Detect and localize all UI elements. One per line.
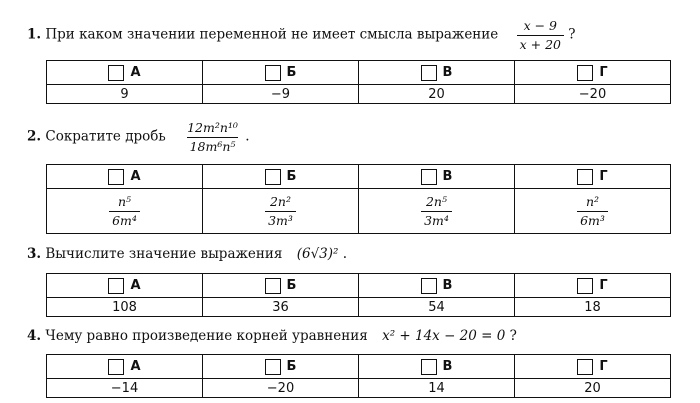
checkbox[interactable] [421,359,437,375]
option-value: −20 [202,379,358,397]
answer-table-4 [46,354,671,398]
question-number: 4. [27,328,42,344]
question-3-text [27,246,347,262]
option-g[interactable] [514,165,670,189]
option-letter: А [130,359,141,374]
option-value [358,189,514,233]
option-value: 108 [112,299,137,315]
fraction-numerator: n² [585,193,600,209]
checkbox[interactable] [108,359,124,375]
question-suffix: . [245,128,250,145]
checkbox[interactable] [108,65,124,81]
option-v[interactable] [358,355,514,379]
option-g[interactable] [514,61,670,85]
option-letter: Г [599,359,608,374]
option-b[interactable] [202,274,358,298]
question-suffix: . [342,246,348,262]
fraction-numerator: n⁵ [117,193,132,209]
fraction-denominator: 6m⁴ [109,211,140,229]
fraction-denominator: 6m³ [577,211,608,229]
question-number: 1. [27,26,42,43]
option-letter: Б [286,278,297,293]
option-letter: Г [599,169,608,184]
answer-table-3 [46,273,671,317]
option-letter: В [442,359,453,374]
option-value: 18 [514,298,670,316]
checkbox[interactable] [265,65,281,81]
option-value: 20 [358,85,514,103]
checkbox[interactable] [577,359,593,375]
checkbox[interactable] [265,359,281,375]
question-4-text [27,328,517,344]
expression-fraction [517,18,564,52]
fraction-numerator: 12m²n¹⁰ [187,120,238,135]
question-number: 3. [27,246,42,262]
option-value: 54 [358,298,514,316]
checkbox[interactable] [577,65,593,81]
question-2-text [27,120,250,154]
option-value: −14 [110,380,139,396]
checkbox[interactable] [421,65,437,81]
option-value: 14 [358,379,514,397]
option-a[interactable] [47,355,202,379]
expression: (6√3)² [296,246,339,262]
question-1-text [27,18,576,52]
expression-fraction [184,120,241,154]
option-letter: А [130,278,141,293]
checkbox[interactable] [265,278,281,294]
question-prompt: При каком значении переменной не имеет смысла выражение [45,26,499,43]
checkbox[interactable] [421,169,437,185]
option-b[interactable] [202,165,358,189]
question-prompt: Сократите дробь [45,128,166,145]
fraction-denominator: x + 20 [517,35,564,53]
option-letter: Б [286,65,297,80]
checkbox[interactable] [265,169,281,185]
fraction-numerator: 2n² [269,193,291,209]
option-v[interactable] [358,61,514,85]
option-value: −20 [514,85,670,103]
option-letter: Г [599,278,608,293]
checkbox[interactable] [421,278,437,294]
option-letter: А [130,65,141,80]
option-value: −9 [202,85,358,103]
option-value [47,189,202,233]
option-letter: Б [286,359,297,374]
fraction-denominator: 3m⁴ [421,211,452,229]
option-value [202,189,358,233]
fraction-denominator: 3m³ [265,211,296,229]
answer-table-2 [46,164,671,234]
question-number: 2. [27,128,42,145]
fraction-numerator: x − 9 [523,18,557,33]
checkbox[interactable] [577,169,593,185]
option-letter: Б [286,169,297,184]
option-a[interactable] [47,165,202,189]
option-value: 20 [514,379,670,397]
option-letter: В [442,65,453,80]
option-letter: А [130,169,141,184]
option-letter: Г [599,65,608,80]
option-b[interactable] [202,61,358,85]
option-value: 9 [120,86,129,102]
question-prompt: Чему равно произведение корней уравнения [45,328,368,344]
answer-table-1 [46,60,671,104]
question-prompt: Вычислите значение выражения [45,246,283,262]
expression: x² + 14x − 20 = 0 [382,328,506,344]
fraction-denominator: 18m⁶n⁵ [187,137,239,155]
option-v[interactable] [358,274,514,298]
question-suffix: ? [568,26,576,43]
checkbox[interactable] [577,278,593,294]
checkbox[interactable] [108,278,124,294]
option-a[interactable] [47,61,202,85]
option-b[interactable] [202,355,358,379]
option-g[interactable] [514,355,670,379]
option-letter: В [442,278,453,293]
option-a[interactable] [47,274,202,298]
option-letter: В [442,169,453,184]
option-value: 36 [202,298,358,316]
option-v[interactable] [358,165,514,189]
checkbox[interactable] [108,169,124,185]
option-g[interactable] [514,274,670,298]
fraction-numerator: 2n⁵ [425,193,447,209]
option-value [514,189,670,233]
question-suffix: ? [509,328,517,344]
